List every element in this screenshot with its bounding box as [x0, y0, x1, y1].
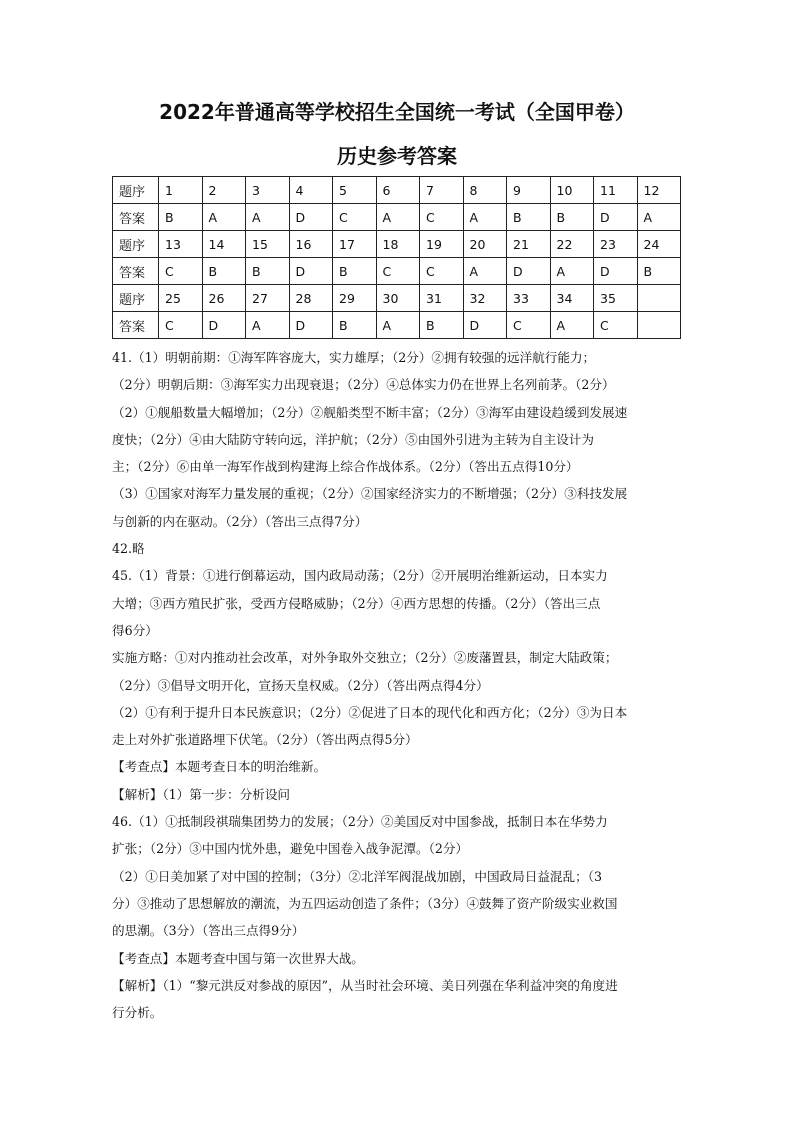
table-cell: 10 — [550, 177, 594, 204]
text-line: 【考查点】本题考查中国与第一次世界大战。 — [112, 950, 364, 966]
table-cell: D — [594, 258, 638, 285]
table-cell: 5 — [333, 177, 377, 204]
table-cell: A — [637, 204, 681, 231]
text-line: （2）①日美加紧了对中国的控制；（3分）②北洋军阀混战加剧，中国政局日益混乱；（3 — [112, 868, 603, 884]
text-line: （2分）明朝后期：③海军实力出现衰退；（2分）④总体实力仍在世界上名列前茅。（2分） — [112, 377, 615, 393]
text-line: 行分析。 — [112, 1005, 163, 1021]
table-cell: B — [637, 258, 681, 285]
table-cell: 30 — [376, 285, 420, 312]
table-cell: 20 — [463, 231, 507, 258]
table-cell: D — [289, 258, 333, 285]
row-header-cell: 答案 — [113, 258, 159, 285]
table-cell: B — [507, 204, 551, 231]
table-cell: D — [594, 204, 638, 231]
table-cell: A — [246, 312, 290, 339]
table-cell: 23 — [594, 231, 638, 258]
table-cell: B — [333, 258, 377, 285]
table-cell: B — [420, 312, 464, 339]
table-cell: 18 — [376, 231, 420, 258]
table-cell: 25 — [159, 285, 203, 312]
table-cell: 24 — [637, 231, 681, 258]
text-line: 【解析】（1）“黎元洪反对参战的原因”，从当时社会环境、美日列强在华利益冲突的角度进 — [112, 977, 618, 993]
table-cell: A — [246, 204, 290, 231]
table-cell: 35 — [594, 285, 638, 312]
text-line: （2分）③倡导文明开化，宣扬天皇权威。（2分）（答出两点得4分） — [112, 677, 489, 693]
table-cell: B — [202, 258, 246, 285]
text-line: 主；（2分）⑥由单一海军作战到构建海上综合作战体系。（2分）（答出五点得10分） — [112, 459, 579, 475]
answer-text-block — [112, 344, 680, 1026]
text-line: 46.（1）①抵制段祺瑞集团势力的发展；（2分）②美国反对中国参战，抵制日本在华势力 — [112, 814, 608, 830]
table-cell: 27 — [246, 285, 290, 312]
table-cell: 13 — [159, 231, 203, 258]
text-line: 【解析】（1）第一步：分析设问 — [112, 786, 291, 802]
table-cell: 26 — [202, 285, 246, 312]
row-header-cell: 答案 — [113, 312, 159, 339]
table-cell: 33 — [507, 285, 551, 312]
text-line: 与创新的内在驱动。（2分）（答出三点得7分） — [112, 513, 368, 529]
table-row — [113, 258, 681, 285]
table-cell: 9 — [507, 177, 551, 204]
row-header-cell: 题序 — [113, 231, 159, 258]
row-header-cell: 题序 — [113, 285, 159, 312]
text-line: （2）①舰船数量大幅增加；（2分）②舰船类型不断丰富；（2分）③海军由建设趋缓到发展速 — [112, 404, 628, 420]
table-cell: A — [550, 258, 594, 285]
table-cell: C — [159, 312, 203, 339]
table-cell: 14 — [202, 231, 246, 258]
text-line: 实施方略：①对内推动社会改革，对外争取外交独立；（2分）②废藩置县，制定大陆政策； — [112, 650, 618, 666]
text-line: 45.（1）背景：①进行倒幕运动，国内政局动荡；（2分）②开展明治维新运动，日本实力 — [112, 568, 608, 584]
table-cell: B — [159, 204, 203, 231]
table-cell: 19 — [420, 231, 464, 258]
text-line: 大增；③西方殖民扩张，受西方侵略威胁；（2分）④西方思想的传播。（2分）（答出三点 — [112, 595, 601, 611]
table-cell: B — [333, 312, 377, 339]
table-cell: 3 — [246, 177, 290, 204]
table-cell: A — [202, 204, 246, 231]
page-title: 2022年普通高等学校招生全国统一考试（全国甲卷） — [159, 100, 635, 124]
table-cell — [637, 312, 681, 339]
table-cell: 15 — [246, 231, 290, 258]
table-row — [113, 204, 681, 231]
table-cell: C — [159, 258, 203, 285]
table-cell: 28 — [289, 285, 333, 312]
table-cell: C — [420, 258, 464, 285]
table-cell: 31 — [420, 285, 464, 312]
table-cell: 32 — [463, 285, 507, 312]
text-line: 得6分） — [112, 622, 158, 638]
table-row — [113, 177, 681, 204]
table-cell: A — [463, 204, 507, 231]
table-row — [113, 285, 681, 312]
table-cell: 7 — [420, 177, 464, 204]
table-row — [113, 312, 681, 339]
table-cell — [637, 285, 681, 312]
table-cell: A — [463, 258, 507, 285]
answer-table — [112, 176, 681, 339]
table-row — [113, 231, 681, 258]
table-cell: C — [420, 204, 464, 231]
table-cell: A — [376, 204, 420, 231]
table-cell: C — [594, 312, 638, 339]
text-line: 41.（1）明朝前期：①海军阵容庞大，实力雄厚；（2分）②拥有较强的远洋航行能力； — [112, 350, 596, 365]
text-line: 42.略 — [112, 541, 145, 557]
table-cell: D — [202, 312, 246, 339]
table-cell: D — [507, 258, 551, 285]
row-header-cell: 答案 — [113, 204, 159, 231]
row-header-cell: 题序 — [113, 177, 159, 204]
table-cell: 1 — [159, 177, 203, 204]
table-cell: D — [289, 204, 333, 231]
table-cell: 34 — [550, 285, 594, 312]
text-line: 【考查点】本题考查日本的明治维新。 — [112, 759, 327, 775]
table-cell: 11 — [594, 177, 638, 204]
text-line: 扩张；（2分）③中国内忧外患，避免中国卷入战争泥潭。（2分） — [112, 841, 469, 857]
table-cell: 16 — [289, 231, 333, 258]
table-cell: D — [463, 312, 507, 339]
text-line: 走上对外扩张道路埋下伏笔。（2分）（答出两点得5分） — [112, 732, 418, 748]
text-line: （2）①有利于提升日本民族意识；（2分）②促进了日本的现代化和西方化；（2分）③为日本 — [112, 704, 628, 720]
table-cell: B — [246, 258, 290, 285]
table-cell: C — [507, 312, 551, 339]
page-subtitle: 历史参考答案 — [337, 144, 457, 168]
text-line: 的思潮。（3分）（答出三点得9分） — [112, 923, 305, 939]
table-cell: 29 — [333, 285, 377, 312]
table-cell: B — [550, 204, 594, 231]
table-cell: 21 — [507, 231, 551, 258]
table-cell: A — [550, 312, 594, 339]
table-cell: C — [376, 258, 420, 285]
table-cell: 12 — [637, 177, 681, 204]
table-cell: 6 — [376, 177, 420, 204]
table-cell: 17 — [333, 231, 377, 258]
text-line: 度快；（2分）④由大陆防守转向远，洋护航；（2分）⑤由国外引进为主转为自主设计为 — [112, 431, 594, 447]
table-cell: 4 — [289, 177, 333, 204]
table-cell: 22 — [550, 231, 594, 258]
table-cell: 8 — [463, 177, 507, 204]
table-cell: D — [289, 312, 333, 339]
table-cell: C — [333, 204, 377, 231]
table-cell: A — [376, 312, 420, 339]
table-cell: 2 — [202, 177, 246, 204]
text-line: （3）①国家对海军力量发展的重视；（2分）②国家经济实力的不断增强；（2分）③科技发展 — [112, 486, 628, 502]
text-line: 分）③推动了思想解放的潮流，为五四运动创造了条件；（3分）④鼓舞了资产阶级实业救国 — [112, 895, 618, 911]
